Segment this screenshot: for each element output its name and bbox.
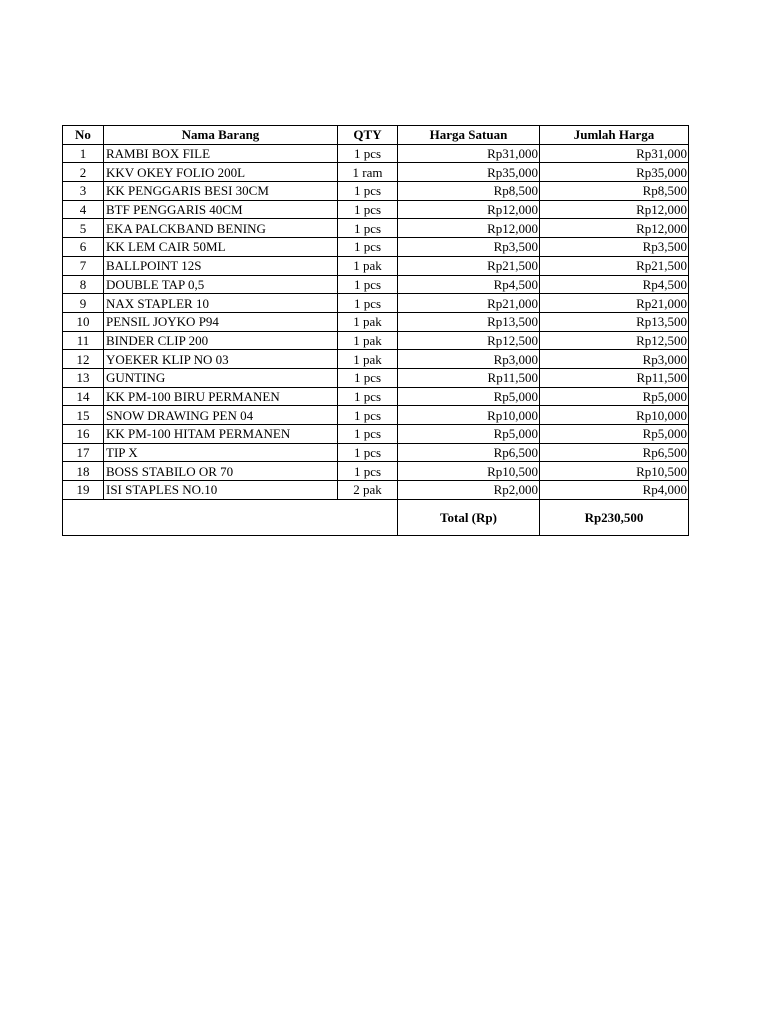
table-footer: [63, 499, 689, 535]
cell-unit-price: Rp13,500: [398, 312, 540, 331]
cell-no: 17: [63, 443, 104, 462]
cell-total-price: Rp13,500: [540, 312, 689, 331]
cell-no: 2: [63, 163, 104, 182]
total-row: [63, 499, 689, 535]
cell-item-name: KK LEM CAIR 50ML: [104, 238, 338, 257]
total-label: Total (Rp): [398, 499, 540, 535]
table-row: [63, 219, 689, 238]
cell-no: 12: [63, 350, 104, 369]
cell-qty: 1 pcs: [338, 425, 398, 444]
table-row: [63, 144, 689, 163]
item-table: [62, 125, 689, 536]
cell-unit-price: Rp8,500: [398, 182, 540, 201]
cell-no: 16: [63, 425, 104, 444]
cell-unit-price: Rp6,500: [398, 443, 540, 462]
cell-total-price: Rp4,500: [540, 275, 689, 294]
table-row: [63, 350, 689, 369]
header-no: No: [63, 126, 104, 145]
cell-no: 14: [63, 387, 104, 406]
invoice-sheet: [62, 125, 689, 536]
cell-unit-price: Rp10,000: [398, 406, 540, 425]
cell-item-name: EKA PALCKBAND BENING: [104, 219, 338, 238]
table-row: [63, 238, 689, 257]
cell-total-price: Rp11,500: [540, 368, 689, 387]
cell-qty: 1 pcs: [338, 443, 398, 462]
cell-no: 5: [63, 219, 104, 238]
cell-unit-price: Rp11,500: [398, 368, 540, 387]
cell-qty: 1 pcs: [338, 200, 398, 219]
cell-total-price: Rp12,000: [540, 200, 689, 219]
cell-qty: 1 pcs: [338, 387, 398, 406]
table-row: [63, 200, 689, 219]
cell-no: 6: [63, 238, 104, 257]
cell-item-name: ISI STAPLES NO.10: [104, 481, 338, 500]
cell-qty: 1 pcs: [338, 219, 398, 238]
cell-item-name: PENSIL JOYKO P94: [104, 312, 338, 331]
cell-item-name: KK PM-100 BIRU PERMANEN: [104, 387, 338, 406]
header-row: [63, 126, 689, 145]
cell-total-price: Rp5,000: [540, 425, 689, 444]
table-row: [63, 256, 689, 275]
cell-unit-price: Rp31,000: [398, 144, 540, 163]
cell-item-name: YOEKER KLIP NO 03: [104, 350, 338, 369]
table-body: [63, 144, 689, 499]
cell-total-price: Rp3,500: [540, 238, 689, 257]
cell-qty: 1 pcs: [338, 238, 398, 257]
cell-no: 11: [63, 331, 104, 350]
cell-unit-price: Rp3,000: [398, 350, 540, 369]
cell-no: 8: [63, 275, 104, 294]
cell-item-name: KK PENGGARIS BESI 30CM: [104, 182, 338, 201]
header-item-name: Nama Barang: [104, 126, 338, 145]
table-row: [63, 331, 689, 350]
cell-total-price: Rp8,500: [540, 182, 689, 201]
cell-item-name: BTF PENGGARIS 40CM: [104, 200, 338, 219]
cell-unit-price: Rp21,000: [398, 294, 540, 313]
cell-item-name: BALLPOINT 12S: [104, 256, 338, 275]
cell-unit-price: Rp3,500: [398, 238, 540, 257]
header-unit-price: Harga Satuan: [398, 126, 540, 145]
cell-total-price: Rp6,500: [540, 443, 689, 462]
cell-unit-price: Rp5,000: [398, 425, 540, 444]
cell-no: 10: [63, 312, 104, 331]
cell-no: 3: [63, 182, 104, 201]
cell-qty: 1 pcs: [338, 144, 398, 163]
total-blank-cell: [63, 499, 398, 535]
table-row: [63, 443, 689, 462]
cell-unit-price: Rp35,000: [398, 163, 540, 182]
table-row: [63, 312, 689, 331]
cell-unit-price: Rp4,500: [398, 275, 540, 294]
cell-total-price: Rp3,000: [540, 350, 689, 369]
cell-unit-price: Rp10,500: [398, 462, 540, 481]
table-row: [63, 425, 689, 444]
cell-no: 19: [63, 481, 104, 500]
cell-total-price: Rp5,000: [540, 387, 689, 406]
cell-qty: 1 pcs: [338, 182, 398, 201]
cell-total-price: Rp21,500: [540, 256, 689, 275]
cell-qty: 1 pak: [338, 331, 398, 350]
cell-unit-price: Rp12,500: [398, 331, 540, 350]
table-row: [63, 406, 689, 425]
cell-unit-price: Rp12,000: [398, 219, 540, 238]
cell-item-name: GUNTING: [104, 368, 338, 387]
cell-total-price: Rp12,000: [540, 219, 689, 238]
cell-total-price: Rp10,000: [540, 406, 689, 425]
cell-item-name: DOUBLE TAP 0,5: [104, 275, 338, 294]
table-row: [63, 182, 689, 201]
cell-qty: 1 pak: [338, 312, 398, 331]
cell-qty: 1 pak: [338, 350, 398, 369]
cell-no: 15: [63, 406, 104, 425]
cell-total-price: Rp21,000: [540, 294, 689, 313]
cell-qty: 1 pcs: [338, 406, 398, 425]
cell-item-name: BOSS STABILO OR 70: [104, 462, 338, 481]
cell-item-name: RAMBI BOX FILE: [104, 144, 338, 163]
cell-item-name: BINDER CLIP 200: [104, 331, 338, 350]
cell-qty: 1 ram: [338, 163, 398, 182]
table-row: [63, 368, 689, 387]
cell-qty: 1 pcs: [338, 462, 398, 481]
table-header: [63, 126, 689, 145]
cell-no: 7: [63, 256, 104, 275]
cell-total-price: Rp4,000: [540, 481, 689, 500]
table-row: [63, 481, 689, 500]
cell-no: 9: [63, 294, 104, 313]
cell-unit-price: Rp5,000: [398, 387, 540, 406]
cell-qty: 2 pak: [338, 481, 398, 500]
cell-total-price: Rp31,000: [540, 144, 689, 163]
cell-qty: 1 pcs: [338, 294, 398, 313]
cell-qty: 1 pcs: [338, 368, 398, 387]
table-row: [63, 462, 689, 481]
cell-unit-price: Rp12,000: [398, 200, 540, 219]
cell-item-name: SNOW DRAWING PEN 04: [104, 406, 338, 425]
cell-item-name: TIP X: [104, 443, 338, 462]
header-total-price: Jumlah Harga: [540, 126, 689, 145]
cell-no: 1: [63, 144, 104, 163]
cell-qty: 1 pak: [338, 256, 398, 275]
cell-item-name: NAX STAPLER 10: [104, 294, 338, 313]
cell-unit-price: Rp21,500: [398, 256, 540, 275]
cell-item-name: KK PM-100 HITAM PERMANEN: [104, 425, 338, 444]
cell-item-name: KKV OKEY FOLIO 200L: [104, 163, 338, 182]
table-row: [63, 387, 689, 406]
table-row: [63, 275, 689, 294]
header-qty: QTY: [338, 126, 398, 145]
total-value: Rp230,500: [540, 499, 689, 535]
table-row: [63, 294, 689, 313]
cell-no: 4: [63, 200, 104, 219]
cell-unit-price: Rp2,000: [398, 481, 540, 500]
cell-total-price: Rp35,000: [540, 163, 689, 182]
cell-no: 13: [63, 368, 104, 387]
cell-qty: 1 pcs: [338, 275, 398, 294]
cell-total-price: Rp10,500: [540, 462, 689, 481]
cell-no: 18: [63, 462, 104, 481]
cell-total-price: Rp12,500: [540, 331, 689, 350]
table-row: [63, 163, 689, 182]
